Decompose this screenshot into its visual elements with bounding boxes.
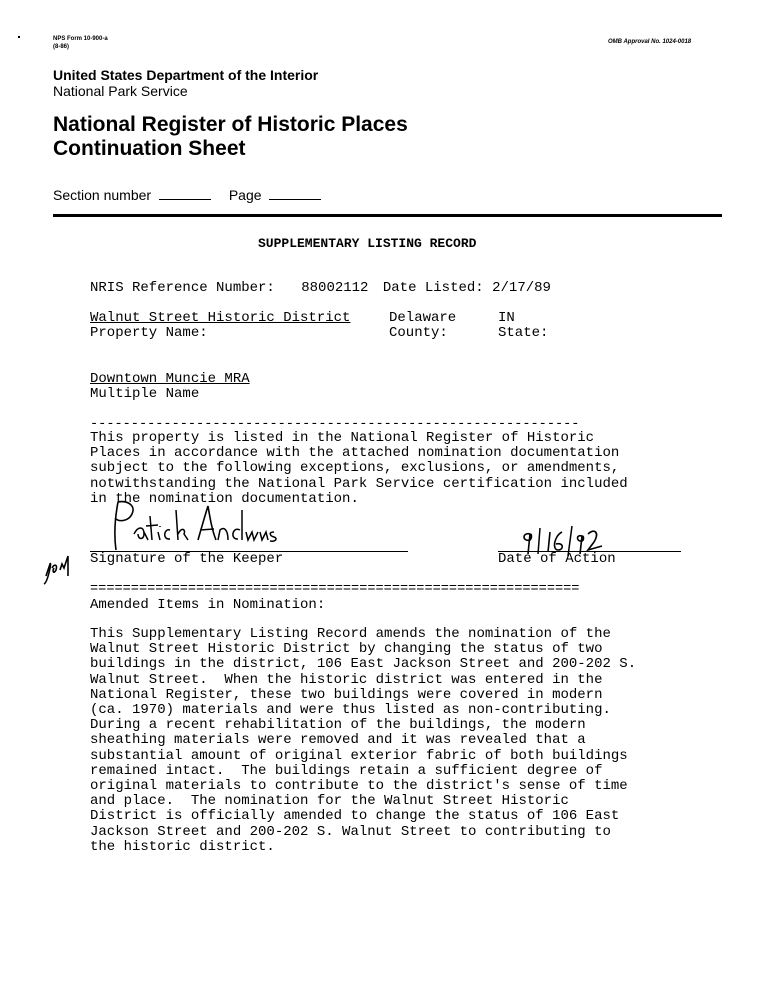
scan-dot [18, 36, 20, 38]
page-blank [269, 187, 321, 200]
equals-divider: ============================================================ [90, 582, 580, 597]
record-heading: SUPPLEMENTARY LISTING RECORD [258, 236, 477, 251]
keeper-initials [42, 546, 82, 586]
form-id: NPS Form 10-900-a [53, 36, 108, 42]
nris-line [90, 281, 551, 296]
keeper-signature [98, 496, 298, 554]
omb-approval: OMB Approval No. 1024-0018 [608, 39, 692, 45]
property-name-value: Walnut Street Historic District [90, 310, 351, 326]
page-subtitle: Continuation Sheet [53, 137, 246, 160]
form-date: (8-86) [53, 44, 70, 50]
page-label: Page [228, 187, 262, 203]
section-number-blank [159, 187, 211, 200]
nris-label: NRIS Reference Number: [90, 280, 275, 296]
amended-body: This Supplementary Listing Record amends the nomination of the Walnut Street Historic District by changing the status of two buildings in the district, 106 East Jackson Street and 200-202 S. Walnut Street. When the historic district was entered in the National Register, these two buildings were covered in modern (ca. 1970) materials and were thus listed as non-contributing. During a recent rehabilitation of the buildings, the modern sheathing materials were removed and it was revealed that a substantial amount of original exterior fabric of both buildings remained intact. The buildings retain a sufficient degree of original materials to contribute to the district's sense of time and place. The nomination for the Walnut Street Historic District is officially amended to change the status of 106 East Jackson Street and 200-202 S. Walnut Street to contributing to the historic district. [90, 626, 637, 855]
listing-statement: This property is listed in the National Register of Historic Places in accordance with the attached nomination documentation subject to the following exceptions, exclusions, or amendments, notwithstanding the National Park Service certification included in the nomination documentation. [90, 430, 628, 507]
multiple-name-value: Downtown Muncie MRA [90, 371, 250, 387]
multiple-name-label: Multiple Name [90, 386, 200, 402]
page-title: National Register of Historic Places [53, 113, 408, 136]
nris-value: 88002112 [301, 280, 369, 296]
county-label: County: [389, 325, 448, 341]
section-number-label: Section number [53, 187, 152, 203]
signature-label: Signature of the Keeper [90, 551, 284, 567]
state-value: IN [498, 310, 515, 326]
date-action-label: Date of Action [498, 551, 616, 567]
date-listed-value: 2/17/89 [492, 280, 551, 296]
date-listed-label: Date Listed: [382, 280, 484, 296]
dash-divider: ------------------------------------------------------------ [90, 417, 580, 432]
state-label: State: [498, 325, 549, 341]
county-value: Delaware [389, 310, 457, 326]
service: National Park Service [53, 83, 188, 99]
department: United States Department of the Interior [53, 67, 319, 83]
header-divider [53, 214, 722, 217]
property-name-label: Property Name: [90, 325, 208, 341]
amended-heading: Amended Items in Nomination: [90, 597, 326, 613]
section-number-line [53, 187, 321, 203]
